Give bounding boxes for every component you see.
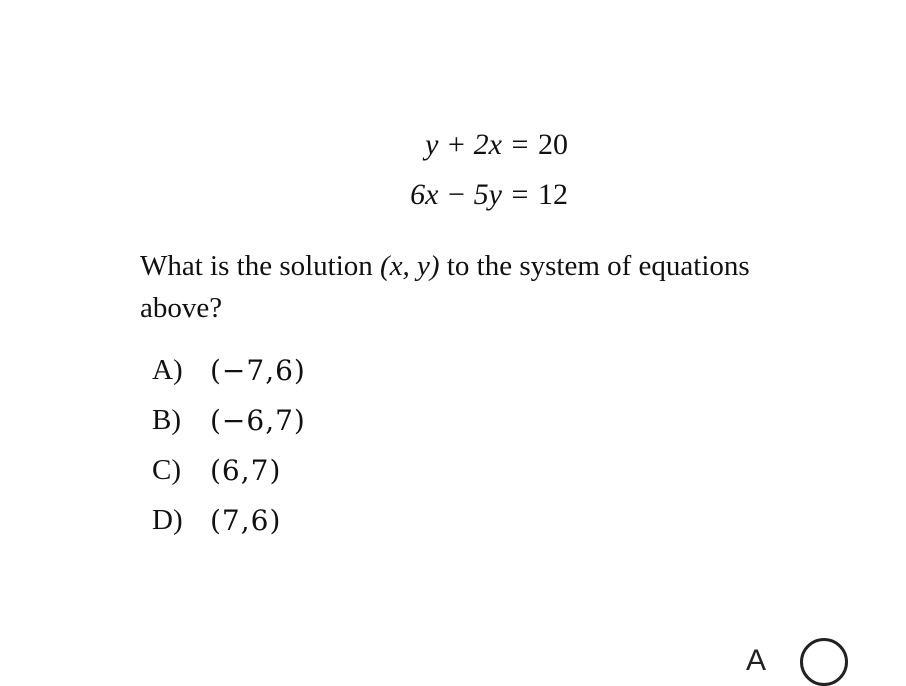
question-text-before: What is the solution: [140, 250, 381, 282]
equation-1-lhs: y + 2x: [425, 128, 502, 161]
choice-a[interactable]: [152, 345, 306, 395]
choice-c-value: (6,7): [210, 453, 282, 487]
equation-2-sign: =: [511, 178, 529, 211]
choice-b-letter: B): [152, 403, 181, 436]
choice-d[interactable]: [152, 495, 306, 545]
choice-a-value: (−7,6): [210, 353, 306, 387]
equation-1-sign: =: [511, 128, 529, 161]
choice-b[interactable]: [152, 395, 306, 445]
question-text-after: to the system of equations above?: [140, 250, 750, 324]
question-text: [140, 245, 760, 329]
footer-letter: A: [746, 644, 767, 677]
equation-1: [380, 120, 580, 170]
equation-2-rhs: 12: [538, 178, 568, 211]
equation-2-lhs: 6x − 5y: [410, 178, 502, 211]
choice-d-letter: D): [152, 503, 183, 536]
choice-a-letter: A): [152, 353, 183, 386]
circle-icon[interactable]: [800, 638, 848, 686]
question-math: (x, y): [380, 250, 440, 282]
choice-c[interactable]: [152, 445, 306, 495]
choice-d-value: (7,6): [210, 503, 282, 537]
equation-block: [380, 120, 580, 220]
equation-2: [380, 170, 580, 220]
choice-b-value: (−6,7): [210, 403, 306, 437]
equation-1-rhs: 20: [538, 128, 568, 161]
choice-c-letter: C): [152, 453, 181, 486]
answer-choices: [152, 345, 306, 545]
